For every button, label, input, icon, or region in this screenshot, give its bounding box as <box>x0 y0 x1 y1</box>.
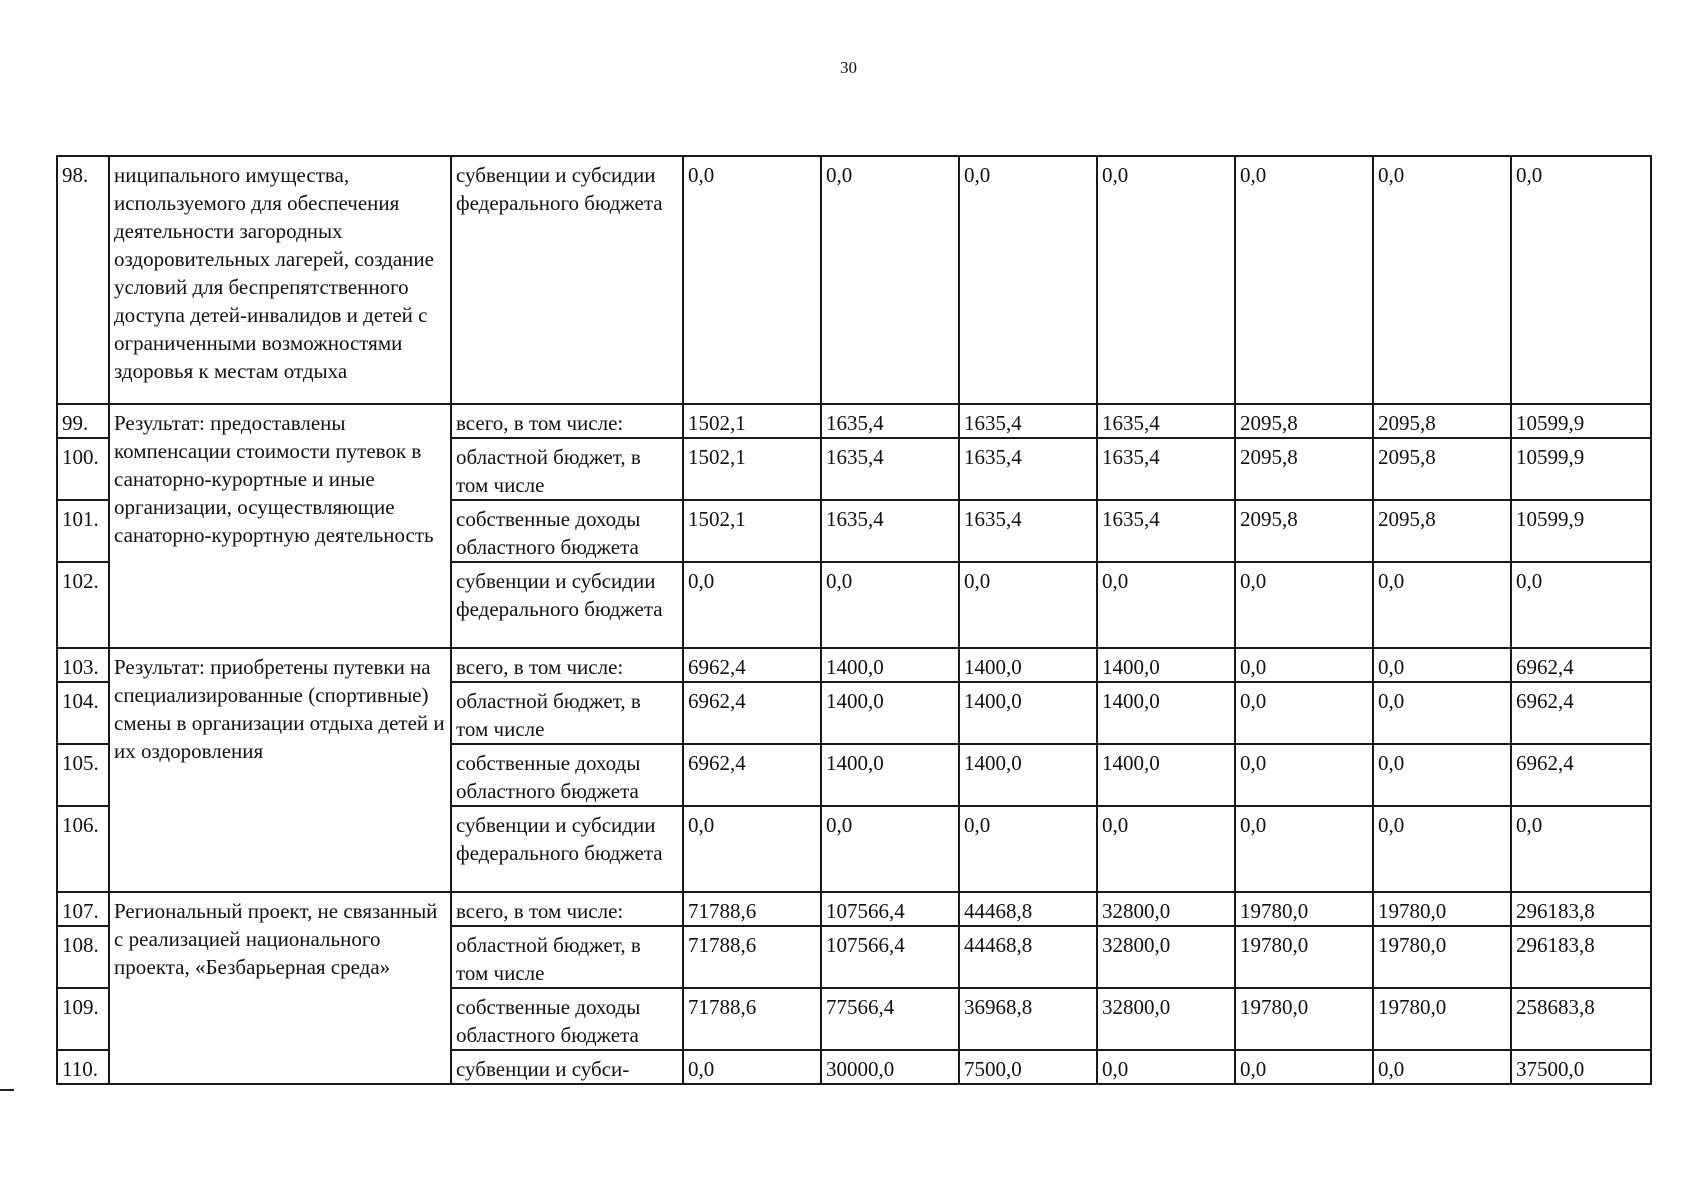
value-cell: 6962,4 <box>1511 682 1651 744</box>
value-cell: 10599,9 <box>1511 500 1651 562</box>
value-cell: 1635,4 <box>959 500 1097 562</box>
value-cell: 19780,0 <box>1373 988 1511 1050</box>
value-cell: 0,0 <box>1373 806 1511 892</box>
funding-source: собственные доходы областного бюджета <box>451 988 683 1050</box>
value-cell: 2095,8 <box>1373 500 1511 562</box>
value-cell: 0,0 <box>683 1050 821 1084</box>
value-cell: 1400,0 <box>821 682 959 744</box>
value-cell: 0,0 <box>1373 156 1511 404</box>
value-cell: 2095,8 <box>1373 438 1511 500</box>
value-cell: 19780,0 <box>1373 926 1511 988</box>
value-cell: 1400,0 <box>1097 682 1235 744</box>
table-row <box>57 892 1651 926</box>
value-cell: 1635,4 <box>959 404 1097 438</box>
value-cell: 37500,0 <box>1511 1050 1651 1084</box>
value-cell: 0,0 <box>1373 744 1511 806</box>
row-number: 103. <box>57 648 109 682</box>
value-cell: 1400,0 <box>959 648 1097 682</box>
value-cell: 2095,8 <box>1235 500 1373 562</box>
value-cell: 32800,0 <box>1097 926 1235 988</box>
value-cell: 19780,0 <box>1235 988 1373 1050</box>
value-cell: 36968,8 <box>959 988 1097 1050</box>
value-cell: 0,0 <box>1511 562 1651 648</box>
value-cell: 30000,0 <box>821 1050 959 1084</box>
value-cell: 107566,4 <box>821 926 959 988</box>
value-cell: 1635,4 <box>821 404 959 438</box>
funding-source: собственные доходы областного бюджета <box>451 744 683 806</box>
value-cell: 19780,0 <box>1373 892 1511 926</box>
funding-source: областной бюджет, в том числе <box>451 926 683 988</box>
funding-source: субвенции и субсидии федерального бюджета <box>451 562 683 648</box>
value-cell: 1635,4 <box>1097 404 1235 438</box>
page-number: 30 <box>840 58 857 77</box>
value-cell: 77566,4 <box>821 988 959 1050</box>
row-number: 106. <box>57 806 109 892</box>
row-number: 101. <box>57 500 109 562</box>
value-cell: 6962,4 <box>683 682 821 744</box>
budget-table-body <box>57 156 1651 1084</box>
row-number: 109. <box>57 988 109 1050</box>
section-title: Результат: приобретены путевки на специализированные (спортивные) смены в организации отдыха детей и их оздоровления <box>109 648 451 892</box>
value-cell: 0,0 <box>1511 156 1651 404</box>
funding-source: областной бюджет, в том числе <box>451 438 683 500</box>
value-cell: 10599,9 <box>1511 404 1651 438</box>
value-cell: 0,0 <box>683 806 821 892</box>
row-number: 99. <box>57 404 109 438</box>
value-cell: 0,0 <box>1511 806 1651 892</box>
value-cell: 0,0 <box>959 806 1097 892</box>
section-title: ниципального имущества, используемого для обеспечения деятельности загородных оздоровительных лагерей, создание условий для беспрепятственного доступа детей-инвалидов и детей с ограниченными возможностями здоровья к местам отдыха <box>109 156 451 404</box>
value-cell: 1502,1 <box>683 438 821 500</box>
value-cell: 32800,0 <box>1097 892 1235 926</box>
funding-source: областной бюджет, в том числе <box>451 682 683 744</box>
row-number: 98. <box>57 156 109 404</box>
funding-source: собственные доходы областного бюджета <box>451 500 683 562</box>
value-cell: 0,0 <box>683 156 821 404</box>
value-cell: 296183,8 <box>1511 892 1651 926</box>
value-cell: 2095,8 <box>1235 438 1373 500</box>
funding-source: субвенции и субсидии федерального бюджета <box>451 156 683 404</box>
value-cell: 0,0 <box>1235 562 1373 648</box>
table-row <box>57 648 1651 682</box>
value-cell: 0,0 <box>683 562 821 648</box>
value-cell: 1635,4 <box>959 438 1097 500</box>
value-cell: 0,0 <box>1097 806 1235 892</box>
value-cell: 6962,4 <box>1511 648 1651 682</box>
value-cell: 1400,0 <box>1097 648 1235 682</box>
value-cell: 0,0 <box>959 156 1097 404</box>
value-cell: 1502,1 <box>683 500 821 562</box>
value-cell: 71788,6 <box>683 892 821 926</box>
section-title: Результат: предоставлены компенсации стоимости путевок в санаторно-курортные и иные организации, осуществляющие санаторно-курортную деятельность <box>109 404 451 648</box>
value-cell: 0,0 <box>1235 648 1373 682</box>
value-cell: 71788,6 <box>683 926 821 988</box>
value-cell: 44468,8 <box>959 926 1097 988</box>
value-cell: 32800,0 <box>1097 988 1235 1050</box>
value-cell: 1400,0 <box>1097 744 1235 806</box>
value-cell: 7500,0 <box>959 1050 1097 1084</box>
value-cell: 19780,0 <box>1235 892 1373 926</box>
value-cell: 0,0 <box>1235 1050 1373 1084</box>
value-cell: 258683,8 <box>1511 988 1651 1050</box>
value-cell: 44468,8 <box>959 892 1097 926</box>
value-cell: 1635,4 <box>1097 500 1235 562</box>
value-cell: 107566,4 <box>821 892 959 926</box>
funding-source: субвенции и субси- <box>451 1050 683 1084</box>
row-number: 105. <box>57 744 109 806</box>
section-title: Региональный проект, не связанный с реализацией национального проекта, «Безбарьерная среда» <box>109 892 451 1084</box>
value-cell: 6962,4 <box>683 648 821 682</box>
value-cell: 0,0 <box>1373 682 1511 744</box>
row-number: 107. <box>57 892 109 926</box>
value-cell: 0,0 <box>1373 1050 1511 1084</box>
value-cell: 0,0 <box>1097 1050 1235 1084</box>
value-cell: 10599,9 <box>1511 438 1651 500</box>
value-cell: 1400,0 <box>959 682 1097 744</box>
row-number: 100. <box>57 438 109 500</box>
row-number: 102. <box>57 562 109 648</box>
value-cell: 6962,4 <box>683 744 821 806</box>
value-cell: 0,0 <box>1235 156 1373 404</box>
value-cell: 1400,0 <box>821 744 959 806</box>
value-cell: 1502,1 <box>683 404 821 438</box>
value-cell: 0,0 <box>1373 562 1511 648</box>
value-cell: 0,0 <box>821 806 959 892</box>
value-cell: 1635,4 <box>821 500 959 562</box>
value-cell: 19780,0 <box>1235 926 1373 988</box>
funding-source: всего, в том числе: <box>451 892 683 926</box>
value-cell: 2095,8 <box>1235 404 1373 438</box>
value-cell: 0,0 <box>1235 682 1373 744</box>
value-cell: 0,0 <box>1097 562 1235 648</box>
value-cell: 0,0 <box>821 156 959 404</box>
funding-source: всего, в том числе: <box>451 648 683 682</box>
value-cell: 0,0 <box>1097 156 1235 404</box>
value-cell: 296183,8 <box>1511 926 1651 988</box>
value-cell: 71788,6 <box>683 988 821 1050</box>
funding-source: всего, в том числе: <box>451 404 683 438</box>
value-cell: 2095,8 <box>1373 404 1511 438</box>
value-cell: 1400,0 <box>821 648 959 682</box>
value-cell: 0,0 <box>1235 806 1373 892</box>
row-number: 110. <box>57 1050 109 1084</box>
margin-mark <box>0 1089 14 1091</box>
value-cell: 6962,4 <box>1511 744 1651 806</box>
budget-table <box>56 155 1652 1085</box>
row-number: 108. <box>57 926 109 988</box>
value-cell: 0,0 <box>821 562 959 648</box>
value-cell: 1635,4 <box>1097 438 1235 500</box>
value-cell: 1635,4 <box>821 438 959 500</box>
value-cell: 0,0 <box>1235 744 1373 806</box>
value-cell: 1400,0 <box>959 744 1097 806</box>
funding-source: субвенции и субсидии федерального бюджета <box>451 806 683 892</box>
row-number: 104. <box>57 682 109 744</box>
table-row <box>57 156 1651 404</box>
value-cell: 0,0 <box>1373 648 1511 682</box>
table-row <box>57 404 1651 438</box>
value-cell: 0,0 <box>959 562 1097 648</box>
